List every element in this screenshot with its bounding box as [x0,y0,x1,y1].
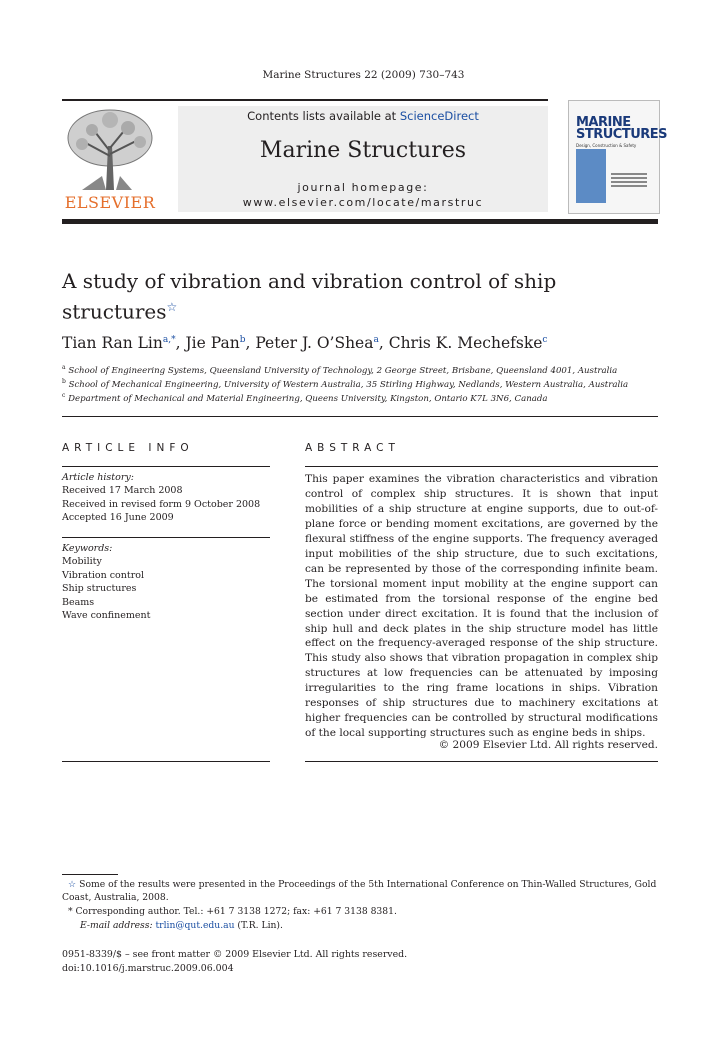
footnote-rule [62,874,118,875]
email-link[interactable]: trlin@qut.edu.au [155,920,235,931]
doi-line[interactable]: doi:10.1016/j.marstruc.2009.06.004 [62,963,234,974]
history-label: Article history: [62,472,134,483]
keywords-label: Keywords: [62,543,113,554]
cover-title: MARINE STRUCTURES [576,115,668,142]
author-affiliation-mark[interactable]: a [373,334,379,345]
journal-homepage[interactable]: journal homepage: www.elsevier.com/locate/marstruc [242,181,484,209]
keyword: Mobility [62,556,102,568]
keyword: Wave confinement [62,610,151,622]
abstract-text: This paper examines the vibration characteristics and vibration control of complex ship structures. It is shown that input mobilities of a ship structure at engine supports, due to out-of-plane force or bending moment excitations, are governed by the flexural stiffness of the engine supports. The frequency averaged input mobilities of the ship structure, due to such excitations, can be represented by those of the corresponding infinite beam. The torsional moment input mobility at the engine support can be estimated from the torsional response of the engine bed section under direct excitation. It is found that the inclusion of ship hull and deck plates in the ship structure model has little effect on the frequency-averaged response of the ship structure. This study also shows that vibration propagation in complex ship structures at low frequencies can be attenuated by imposing irregularities to the ring frame locations in ships. Vibration responses of ship structures due to machinery excitations at higher frequencies can be controlled by structural modifications of the local supporting structures such as engine beds in ships. [305,473,658,740]
history-accepted: Accepted 16 June 2009 [62,512,174,524]
history-revised: Received in revised form 9 October 2008 [62,498,261,510]
author-affiliation-mark[interactable]: b [239,334,246,345]
keyword: Beams [62,596,95,608]
journal-cover [568,100,668,214]
keyword: Vibration control [62,569,145,581]
contents-prefix: Contents lists available at [247,109,400,123]
article-title-text: A study of vibration and vibration control of ship structures [62,269,557,324]
cover-image [576,149,606,203]
info-rule [62,466,270,467]
contents-line [178,109,548,123]
abstract-rule [305,466,658,467]
journal-reference: Marine Structures 22 (2009) 730–743 [262,69,465,81]
footnote-star-mark: ☆ [68,879,77,890]
affiliation: $^a$ School of Engineering Systems, Queensland University of Technology, 2 George Street, Brisbane, Queensland 4001, Australia [62,364,618,376]
sciencedirect-link[interactable]: ScienceDirect [399,109,479,123]
author-name: Tian Ran Lin [62,334,163,352]
email-label: E-mail address: [80,920,156,931]
footnote-email: E-mail address: trlin@qut.edu.au (T.R. Lin). [80,920,283,931]
keyword: Ship structures [62,583,137,595]
footnote-corr-mark: * [68,906,73,917]
header-rule [62,99,548,101]
article-history [62,471,260,525]
affiliation: $^b$ School of Mechanical Engineering, University of Western Australia, 35 Stirling Highway, Nedlands, Western Australia, Australia [62,378,629,390]
elsevier-logo-text: ELSEVIER [64,193,156,212]
info-rule [62,761,270,762]
author-name: Chris K. Mechefske [388,334,543,352]
section-rule [62,416,658,417]
abstract-copyright: © 2009 Elsevier Ltd. All rights reserved. [438,739,658,751]
header-thick-rule [62,219,658,224]
affiliation: $^c$ Department of Mechanical and Material Engineering, Queens University, Kingston, Ontario K7L 3N6, Canada [62,392,548,404]
article-title [62,268,622,325]
info-rule [62,537,270,538]
journal-name: Marine Structures [259,138,467,163]
article-info-heading: ARTICLE INFO [62,442,194,454]
abstract-rule [305,761,658,762]
cover-subtitle: Design, Construction & Safety [576,143,637,148]
author-affiliation-mark[interactable]: c [542,334,548,345]
issn-line: 0951-8339/$ – see front matter © 2009 Elsevier Ltd. All rights reserved. [62,949,408,960]
author-name: Jie Pan [185,334,240,352]
author-affiliation-mark[interactable]: a,* [162,334,176,345]
author-name: Peter J. O’Shea [255,334,374,352]
cover-text-lines [611,171,647,191]
keywords [62,542,150,622]
author-list: Tian Ran Lin$^{a,*}$, Jie Pan$^b$, Peter J. O’Shea$^a$, Chris K. Mechefske$^c$ [62,334,548,352]
history-received: Received 17 March 2008 [62,485,183,497]
title-footnote-mark[interactable]: ☆ [166,300,178,314]
footnote-star: ☆ Some of the results were presented in the Proceedings of the 5th International Conference on Thin-Walled Structures, Gold Coast, Australia, 2008. [62,879,657,904]
abstract-heading: ABSTRACT [305,442,400,454]
footnote-corresponding: * Corresponding author. Tel.: +61 7 3138 1272; fax: +61 7 3138 8381. [68,906,397,917]
